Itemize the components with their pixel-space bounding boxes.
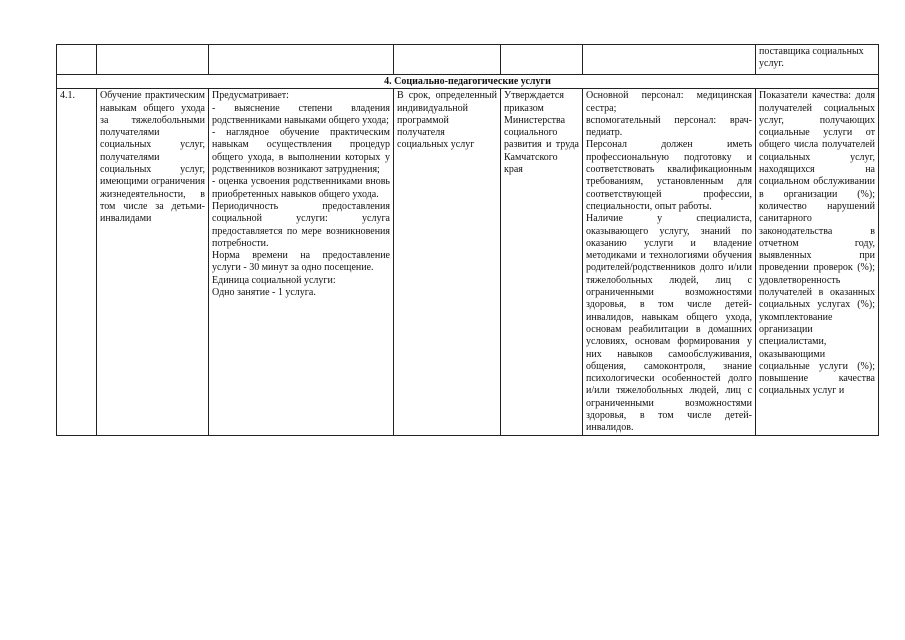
service-name-text: Обучение практическим навыкам общего ухода за тяжелобольными получателями социальных услуг, получателями социальных услуг, имеющими ограничения жизнедеятельности, в том числе за детьми-инвалидами [100, 90, 205, 225]
service-tariff-text: Утверждается приказом Министерства социального развития и труда Камчатского края [504, 90, 579, 176]
conditions-line: вспомогательный персонал: врач-педиатр. [586, 114, 752, 139]
section-title: 4. Социально-педагогические услуги [57, 75, 879, 89]
table-row-previous [57, 45, 879, 75]
service-name [97, 89, 209, 435]
cell-service [97, 45, 209, 75]
content-line: - наглядное обучение практическим навыкам осуществления процедур общего ухода, в выполнении которых у родственников возникают затруднения; [212, 127, 390, 176]
content-line: - выяснение степени владения родственниками навыками общего ухода; [212, 102, 390, 126]
conditions-line: Основной персонал: медицинская сестра; [586, 90, 752, 114]
content-line: - оценка усвоения родственниками вновь приобретенных навыков общего ухода. [212, 176, 390, 200]
content-line: Периодичность предоставления социальной услуги: услуга предоставляется по мере возникновения потребности. [212, 200, 390, 249]
service-conditions [583, 89, 756, 435]
content-line: Единица социальной услуги: [212, 274, 336, 286]
row-number: 4.1. [57, 89, 97, 435]
cell-quality [756, 45, 879, 75]
conditions-line: Наличие у специалиста, оказывающего услугу, знаний по оказанию услуги и владение методиками и технологиями обучения родителей/родственников долго и/или тяжелобольных людей, лиц с ограниченными возможностями здоровья, в том числе детей-инвалидов, навыкам общего ухода, основам реабилитации в домашних условиях, основам формирования у них навыков самообслуживания, общения, самоконтроля, знание психологически особенностей долго и/или тяжелобольных людей, лиц с ограниченными возможностями здоровья, в том числе детей-инвалидов. [586, 213, 752, 434]
cell-content [209, 45, 394, 75]
content-line: Норма времени на предоставление услуги - 30 минут за одно посещение. [212, 250, 390, 274]
services-table [56, 44, 879, 436]
section-row [57, 75, 879, 89]
quality-text-continued: поставщика социальных услуг. [759, 46, 864, 70]
table-row [57, 89, 879, 435]
service-term [394, 89, 501, 435]
service-term-text: В срок, определенный индивидуальной программой получателя социальных услуг [397, 90, 497, 151]
content-line: Предусматривает: [212, 90, 289, 102]
service-content [209, 89, 394, 435]
content-line: Одно занятие - 1 услуга. [212, 287, 316, 299]
service-quality [756, 89, 879, 435]
conditions-line: Персонал должен иметь профессиональную подготовку и соответствовать квалификационным требованиям, установленным для соответствующей профессии, специальности, опыт работы. [586, 139, 752, 212]
cell-number [57, 45, 97, 75]
service-quality-text: Показатели качества: доля получателей социальных услуг, получающих социальные услуги от общего числа получателей социальных услуг, находящихся на социальном обслуживании в организации (%); количество нарушений санитарного законодательства в отчетном году, выявленных при проведении проверок (%); удовлетворенность получателей в оказанных социальных услугах (%); укомплектование организации специалистами, оказывающими социальные услуги (%); повышение качества социальных услуг и [759, 90, 875, 397]
cell-tariff [501, 45, 583, 75]
service-tariff [501, 89, 583, 435]
cell-conditions [583, 45, 756, 75]
cell-term [394, 45, 501, 75]
